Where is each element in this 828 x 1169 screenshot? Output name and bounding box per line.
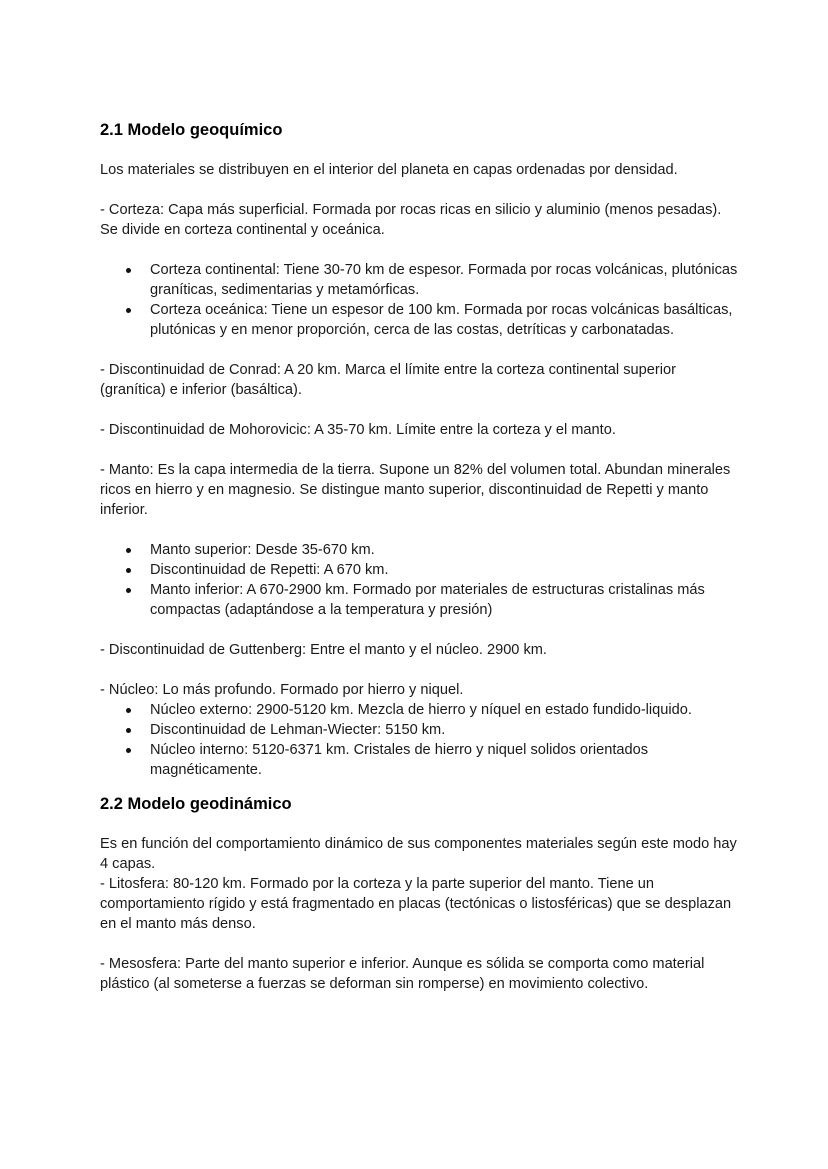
- paragraph-corteza: - Corteza: Capa más superficial. Formada por rocas ricas en silicio y aluminio (menos pesadas). Se divide en corteza continental y oceánica.: [100, 202, 722, 238]
- paragraph-intro: Los materiales se distribuyen en el interior del planeta en capas ordenadas por densidad.: [100, 162, 678, 178]
- document-body: [100, 118, 740, 994]
- list-item: Manto superior: Desde 35-670 km.: [100, 540, 740, 560]
- list-corteza: [100, 260, 740, 340]
- paragraph-nucleo: - Núcleo: Lo más profundo. Formado por hierro y niquel.: [100, 682, 464, 698]
- paragraph-litosfera: - Litosfera: 80-120 km. Formado por la corteza y la parte superior del manto. Tiene un comportamiento rígido y está fragmentado en placas (tectónicas o listosféricas) que se desplazan en el manto más denso.: [100, 876, 732, 932]
- list-manto: [100, 540, 740, 620]
- list-item: Discontinuidad de Lehman-Wiecter: 5150 km.: [100, 720, 740, 740]
- paragraph-guttenberg: - Discontinuidad de Guttenberg: Entre el manto y el núcleo. 2900 km.: [100, 642, 547, 658]
- paragraph-conrad: - Discontinuidad de Conrad: A 20 km. Marca el límite entre la corteza continental superior (granítica) e inferior (basáltica).: [100, 362, 676, 398]
- section-heading-geoquimico: 2.1 Modelo geoquímico: [100, 121, 283, 139]
- paragraph-intro-geodinamico: Es en función del comportamiento dinámico de sus componentes materiales según este modo hay 4 capas.: [100, 836, 737, 872]
- list-item: Núcleo externo: 2900-5120 km. Mezcla de hierro y níquel en estado fundido-liquido.: [100, 700, 740, 720]
- list-item: Manto inferior: A 670-2900 km. Formado por materiales de estructuras cristalinas más compactas (adaptándose a la temperatura y presión): [100, 580, 740, 620]
- list-item: Corteza oceánica: Tiene un espesor de 100 km. Formada por rocas volcánicas basálticas, plutónicas y en menor proporción, cerca de las costas, detríticas y carbonatadas.: [100, 300, 740, 340]
- paragraph-mesosfera: - Mesosfera: Parte del manto superior e inferior. Aunque es sólida se comporta como material plástico (al someterse a fuerzas se deforman sin romperse) en movimiento colectivo.: [100, 956, 705, 992]
- list-nucleo: [100, 700, 740, 780]
- list-item: Núcleo interno: 5120-6371 km. Cristales de hierro y niquel solidos orientados magnéticamente.: [100, 740, 740, 780]
- paragraph-manto: - Manto: Es la capa intermedia de la tierra. Supone un 82% del volumen total. Abundan minerales ricos en hierro y en magnesio. Se distingue manto superior, discontinuidad de Repetti y manto inferior.: [100, 462, 731, 518]
- list-item: Discontinuidad de Repetti: A 670 km.: [100, 560, 740, 580]
- paragraph-mohorovicic: - Discontinuidad de Mohorovicic: A 35-70 km. Límite entre la corteza y el manto.: [100, 422, 616, 438]
- section-heading-geodinamico: 2.2 Modelo geodinámico: [100, 795, 292, 813]
- list-item: Corteza continental: Tiene 30-70 km de espesor. Formada por rocas volcánicas, plutónicas graníticas, sedimentarias y metamórficas.: [100, 260, 740, 300]
